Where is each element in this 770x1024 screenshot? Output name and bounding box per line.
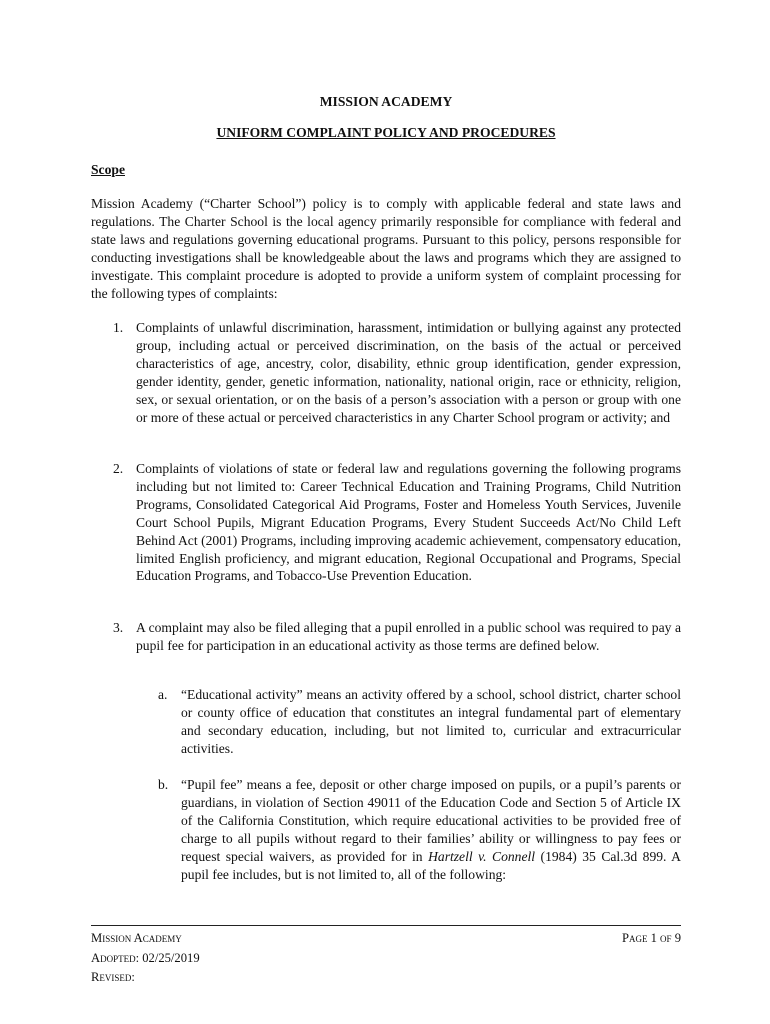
sub-list-item-letter: b. xyxy=(158,777,169,792)
list-item-number: 1. xyxy=(113,320,124,335)
list-item-text: A complaint may also be filed alleging that a pupil enrolled in a public school was required to pay a pupil fee for participation in an educational activity as those terms are defined below. xyxy=(136,620,681,653)
document-subtitle: UNIFORM COMPLAINT POLICY AND PROCEDURES xyxy=(216,125,556,140)
footer-page-number: Page 1 of 9 xyxy=(621,931,681,945)
footer-adopted: Adopted: 02/25/2019 xyxy=(91,950,200,965)
list-item-text: Complaints of violations of state or federal law and regulations governing the following programs including but not limited to: Career Technical Education and Training Programs, Child Nutrition Programs, Consolidated Categorical Aid Programs, Foster and Homeless Youth Services, Juvenile Court School Pupils, Migrant Education Programs, Every Student Succeeds Act/No Child Left Behind Act (2001) Programs, including improving academic achievement, compensatory education, limited English proficiency, and migrant education, Regional Occupational and Programs, Special Education Programs, and Tobacco-Use Prevention Education. xyxy=(136,461,681,584)
footer-revised: Revised: xyxy=(91,970,135,984)
footer-left xyxy=(91,929,200,988)
footer-divider xyxy=(91,925,681,926)
sub-list-item-text: “Educational activity” means an activity offered by a school, school district, charter school or county office of education that constitutes an integral fundamental part of elementary and secondary education, including, but not limited to, curricular and extracurricular activities. xyxy=(181,687,681,756)
sub-list-item-text-part: (1984) 35 Cal.3d 899. A pupil fee includes, but is not limited to, all of the following: xyxy=(181,848,681,882)
intro-paragraph: Mission Academy (“Charter School”) policy is to comply with applicable federal and state laws and regulations. The Charter School is the local agency primarily responsible for compliance with federal and state laws and regulations governing educational programs. Pursuant to this policy, persons responsible for conducting investigations shall be knowledgeable about the laws and programs which they are assigned to investigate. This complaint procedure is adopted to provide a uniform system of complaint processing for the following types of complaints: xyxy=(91,196,681,301)
sub-list-item-text xyxy=(181,776,681,883)
list-item-number: 2. xyxy=(113,461,124,476)
section-heading-scope: Scope xyxy=(91,162,125,177)
sub-list-item-letter: a. xyxy=(158,687,168,702)
footer-org: Mission Academy xyxy=(91,931,182,945)
sub-list-item-text-part: “Pupil fee” means a fee, deposit or other charge imposed on pupils, or a pupil’s parents or guardians, in violation of Section 49011 of the Education Code and Section 5 of Article IX of the California Constitution, which require educational activities to be provided free of charge to all pupils without regard to their families’ ability or willingness to pay fees or request special waivers, as provided for in xyxy=(181,777,681,864)
list-item-text: Complaints of unlawful discrimination, harassment, intimidation or bullying against any protected group, including actual or perceived discrimination, on the basis of the actual or perceived characteristics of age, ancestry, color, disability, ethnic group identification, gender expression, gender identity, gender, genetic information, nationality, national origin, race or ethnicity, religion, sex, or sexual orientation, or on the basis of a person’s association with a person or group with one or more of these actual or perceived characteristics in any Charter School program or activity; and xyxy=(136,320,681,425)
document-page xyxy=(91,0,681,1024)
case-citation: Hartzell v. Connell xyxy=(428,848,536,864)
list-item-number: 3. xyxy=(113,620,124,635)
document-title: MISSION ACADEMY xyxy=(319,94,453,109)
